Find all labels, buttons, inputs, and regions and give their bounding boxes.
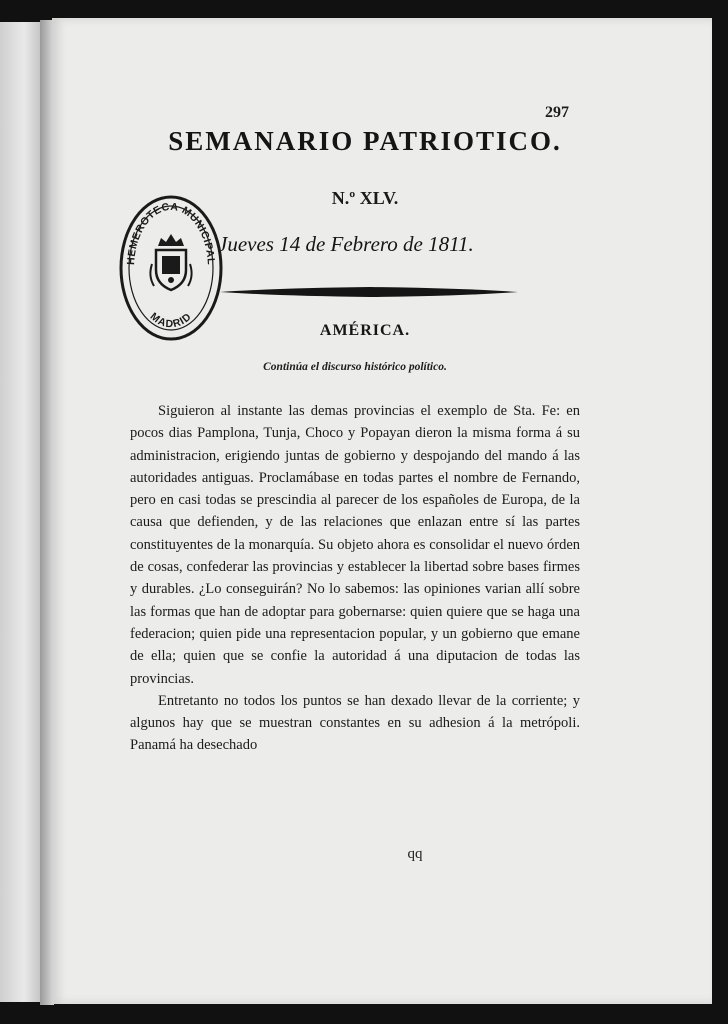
paragraph-2: Entretanto no todos los puntos se han dexado llevar de la corriente; y algunos hay que se muestran constantes en su adhesion á la metrópoli. Panamá ha desechado [130, 692, 580, 754]
printer-signature-mark: qq [407, 846, 423, 862]
article-subheading: Continúa el discurso histórico político. [263, 361, 447, 373]
svg-text:HEMEROTECA MUNICIPAL [125, 201, 217, 266]
publication-title: SEMANARIO PATRIOTICO. [168, 126, 562, 156]
stamp-bottom-text: MADRID [147, 310, 195, 331]
page-number: 297 [545, 104, 569, 121]
decorative-rule [220, 284, 518, 298]
paragraph-1: Siguieron al instante las demas provincias el exemplo de Sta. Fe: en pocos dias Pamplona, Tunja, Choco y Popayan dieron la misma forma á su administracion, erigiendo juntas de gobierno y despojando del mando á las autoridades antiguas. Proclamábase en todas partes el nombre de Fernando, pero en casi todas se prescindia al parecer de los españoles de Europa, de la causa que defienden, y de las relaciones que enlazan entre sí las partes constituyentes de la monarquía. Su objeto ahora es consolidar el nuevo órden de cosas, confederar las provincias y establecer la libertad sobre bases firmes y durables. ¿Lo conseguirán? No lo sabemos: las opiniones varian allí sobre las formas que han de adoptar para gobernarse: quien quiere que se haga una federacion; quien pide una representacion popular, y un gobierno que emane de ella; quien que se confie la autoridad á una diputacion de todas las provincias. [130, 403, 580, 687]
issue-date: Jueves 14 de Febrero de 1811. [218, 232, 474, 256]
section-heading: AMÉRICA. [319, 322, 411, 339]
article-body [130, 400, 580, 757]
stamp-top-text: HEMEROTECA MUNICIPAL [124, 200, 217, 266]
coat-of-arms-icon [150, 234, 191, 290]
facing-page-edge [0, 22, 45, 1002]
library-stamp [118, 194, 224, 342]
svg-text:MADRID [148, 310, 195, 330]
issue-number: N.º XLV. [331, 188, 399, 208]
